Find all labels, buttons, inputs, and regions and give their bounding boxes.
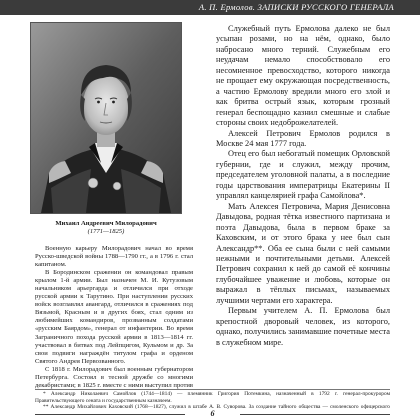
right-paragraph: Алексей Петрович Ермолов родился в Москве 24 мая 1777 года. xyxy=(216,128,390,148)
left-column-text xyxy=(35,245,193,389)
left-paragraph: С 1818 г. Милорадович был военным губернатором Петербурга. Состоял в тесной дружбе со многими декабристами; в 1825 г. вместе с ними выступил против xyxy=(35,365,193,389)
page-number xyxy=(35,409,390,418)
right-paragraph: Первым учителем А. П. Ермолова был крепостной дворовый человек, из которого, однако, получились занимавшие почетные места в служебном мире. xyxy=(216,306,390,347)
left-paragraph: В Бородинском сражении он командовал правым крылом 1-й армии. Был назначен М. И. Кутузовым начальником арьергарда и отличился при отходе русской армии к Тарутино. При наступлении русских войск возглавлял авангард, отличился в сражениях под Вязьмой, Красным и в других боях, стал одним из любимейших командиров, прозванным солдатами «русским Баярдом», генерал от инфантерии. Во время Заграничного похода русской армии в 1813—1814 гг. участвовал в битвах под Лейпцигом, Кульмом и др. За свои подвиги награждён титулом графа и орденом Святого Андрея Первозванного. xyxy=(35,269,193,365)
page-number-text: 6 xyxy=(206,409,220,418)
left-paragraph: Военную карьеру Милорадович начал во время Русско-шведской войны 1788—1790 гг., а в 1796 г. стал капитаном. xyxy=(35,245,193,269)
footnote-divider xyxy=(35,389,390,390)
footnotes xyxy=(35,391,390,409)
portrait-engraving xyxy=(31,23,181,213)
portrait-caption-dates: (1771—1825) xyxy=(87,228,125,235)
footnote: * Александр Николаевич Самойлов (1744—1814) — племянник Григория Потемкина, назначенный в 1792 г. генерал-прокурором Правительствующего сената и государственным казначеем. xyxy=(35,391,390,404)
right-column-text xyxy=(216,24,390,380)
right-paragraph: Служебный путь Ермолова далеко не был усыпан розами, но на нём, однако, было набросано много терний. Служебным его неудачам немало способствовало его несомненное превосходство, которого никогда не прощает ему окружающая посредственность, а частию Ермолову вредили много его злой и как бритва острый язык, которым грозный генерал беспощадно казнил смешные и слабые стороны своих недоброжелателей. xyxy=(216,24,390,128)
running-header-title: А. П. Ермолов. ЗАПИСКИ РУССКОГО ГЕНЕРАЛА xyxy=(198,2,394,12)
footnote: ** Александр Михайлович Каховский (1768—1827), служил в штабе А. В. Суворова. За создание тайного общества — смоленского офицерского xyxy=(43,404,390,409)
right-paragraph: Мать Алексея Петровича, Мария Денисовна Давыдова, родная тётка известного партизана и поэта Давыдова, была в первом браке за Каховским, и от этого брака у нее был сын Александр**. Оба ее сына были с ней самыми нежными и почтительными детьми. Алексей Петрович сохранил к ней до самой её кончины глубочайшее уважение и любовь, которые он выражал в тёплых письмах, называемых лучшими чертами его характера. xyxy=(216,201,390,305)
portrait-caption-name: Михаил Андреевич Милорадович xyxy=(55,220,157,227)
right-paragraph: Отец его был небогатый помещик Орловской губернии, где и служил, между прочим, председателем уголовной палаты, а в последние годы царствования императрицы Екатерины II управлял канцелярией графа Самойлова*. xyxy=(216,149,390,201)
page-number-bar xyxy=(35,410,390,419)
portrait-image xyxy=(30,22,182,214)
running-header xyxy=(0,0,420,15)
